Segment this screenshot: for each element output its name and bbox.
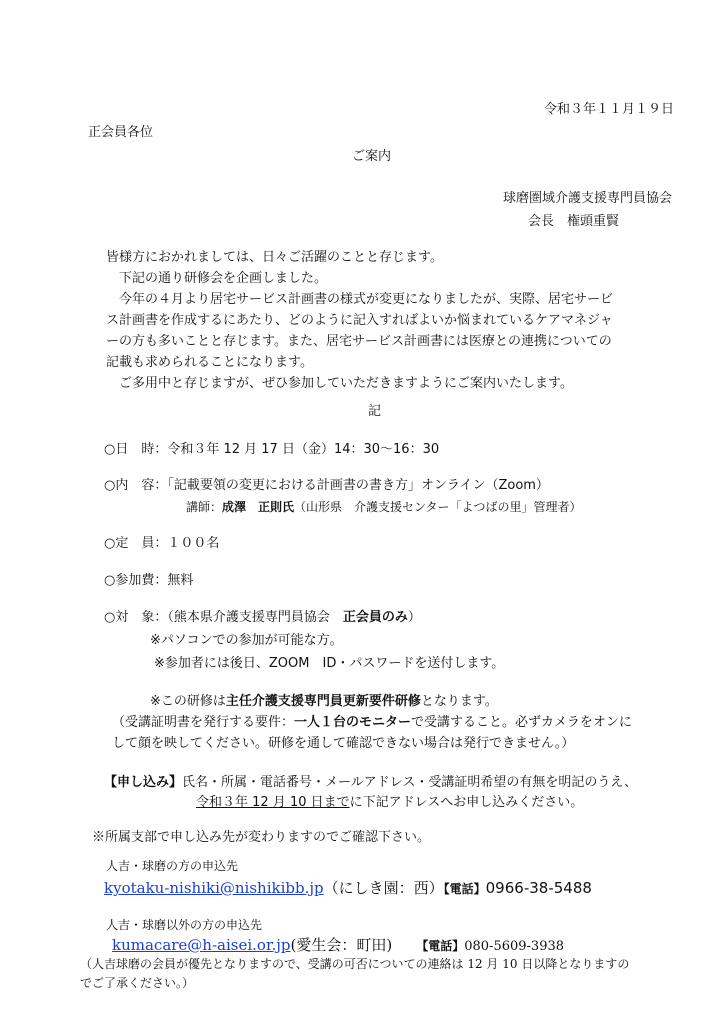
sender-name: 会長 権頭重賢 bbox=[528, 214, 620, 229]
other-tel: 080-5609-3938 bbox=[464, 939, 565, 954]
apply-line1 bbox=[104, 771, 637, 790]
detail-capacity: ○定 員：１００名 bbox=[104, 536, 220, 551]
apply-instructions-2: に下記アドレスへお申し込みください。 bbox=[349, 795, 584, 810]
body-line: 今年の４月より居宅サービス計画書の様式が変更になりましたが、実際、居宅サービ bbox=[106, 292, 614, 307]
cert-b: 一人１台のモニター bbox=[294, 715, 412, 730]
body-line: 下記の通り研修会を企画しました。 bbox=[106, 271, 328, 286]
detail-datetime: ○日 時：令和３年 12 月 17 日（金）14：30～16：30 bbox=[104, 442, 440, 457]
other-org: (愛生会：町田) bbox=[290, 936, 393, 954]
other-contact bbox=[112, 934, 564, 955]
hitoyoshi-org: （にしき園：西） bbox=[323, 879, 444, 897]
detail-fee: ○参加費：無料 bbox=[104, 573, 194, 588]
other-email-link[interactable]: kumacare@h-aisei.or.jp bbox=[112, 936, 291, 954]
body-line: ご多用中と存じますが、ぜひ参加していただきますようにご案内いたします。 bbox=[106, 376, 573, 391]
cert-a: （受講証明書を発行する要件： bbox=[112, 715, 295, 730]
hitoyoshi-tel: 0966-38-5488 bbox=[485, 879, 592, 897]
note-pc: ※パソコンでの参加が可能な方。 bbox=[150, 633, 343, 648]
hitoyoshi-tel-label: 【電話】 bbox=[443, 882, 486, 896]
apply-instructions: 氏名・所属・電話番号・メールアドレス・受講証明希望の有無を明記のうえ、 bbox=[182, 775, 638, 790]
body-line: ーの方も多いことと存じます。また、居宅サービス計画書には医療との連携についての bbox=[106, 334, 612, 349]
body-line: ス計画書を作成するにあたり、どのように記入すればよいか悩まれているケアマネジャ bbox=[106, 313, 613, 328]
target-prefix: ○対 象：（熊本県介護支援専門員協会 bbox=[104, 610, 343, 625]
certificate-note-line2: して顔を映してください。研修を通して確認できない場合は発行できません。） bbox=[112, 736, 575, 751]
hitoyoshi-label: 人吉・球磨の方の申込先 bbox=[106, 859, 239, 873]
document-date: 令和３年１１月１９日 bbox=[543, 102, 674, 117]
lecturer-name: 成澤 正則氏 bbox=[222, 500, 295, 514]
detail-target bbox=[104, 606, 421, 625]
sender-organization: 球磨圏域介護支援専門員協会 bbox=[502, 191, 672, 206]
recipient: 正会員各位 bbox=[88, 125, 154, 140]
target-members-only: 正会員のみ bbox=[342, 610, 408, 625]
hitoyoshi-contact bbox=[104, 877, 592, 898]
apply-deadline: 令和３年 12 月 10 日まで bbox=[196, 795, 350, 810]
certificate-note-line1 bbox=[112, 711, 632, 730]
target-suffix: ） bbox=[407, 610, 421, 625]
footer-note-line1: （人吉球磨の会員が優先となりますので、受講の可否についての連絡は 12 月 10 日以降となりますの bbox=[80, 957, 630, 971]
footer-note-line2: でご了承ください。） bbox=[80, 976, 195, 990]
requirement-note bbox=[150, 690, 498, 709]
req-a: ※この研修は bbox=[150, 694, 226, 709]
req-b: 主任介護支援専門員更新要件研修 bbox=[225, 694, 421, 709]
body-line: 記載も求められることになります。 bbox=[106, 355, 313, 370]
branch-note: ※所属支部で申し込み先が変わりますのでご確認下さい。 bbox=[92, 830, 431, 845]
detail-content: ○内 容：「記載要領の変更における計画書の書き方」オンライン（Zoom） bbox=[104, 478, 549, 493]
lecturer-prefix: 講師： bbox=[186, 500, 223, 514]
hitoyoshi-email-link[interactable]: kyotaku-nishiki@nishikibb.jp bbox=[104, 879, 324, 897]
apply-line2 bbox=[196, 791, 583, 810]
ki-marker: 記 bbox=[368, 404, 382, 419]
apply-label: 【申し込み】 bbox=[104, 775, 183, 790]
other-label: 人吉・球磨以外の方の申込先 bbox=[106, 918, 263, 932]
lecturer-affiliation: （山形県 介護支援センター「よつばの里」管理者） bbox=[294, 500, 582, 514]
detail-lecturer bbox=[186, 498, 582, 515]
body-line: 皆様方におかれましては、日々ご活躍のことと存じます。 bbox=[106, 250, 443, 265]
other-tel-label: 【電話】 bbox=[416, 939, 465, 953]
cert-c: で受講すること。必ずカメラをオンに bbox=[411, 715, 632, 730]
req-c: となります。 bbox=[420, 694, 498, 709]
document-title: ご案内 bbox=[352, 149, 392, 164]
note-zoom: ※参加者には後日、ZOOM ID・パスワードを送付します。 bbox=[154, 656, 505, 671]
